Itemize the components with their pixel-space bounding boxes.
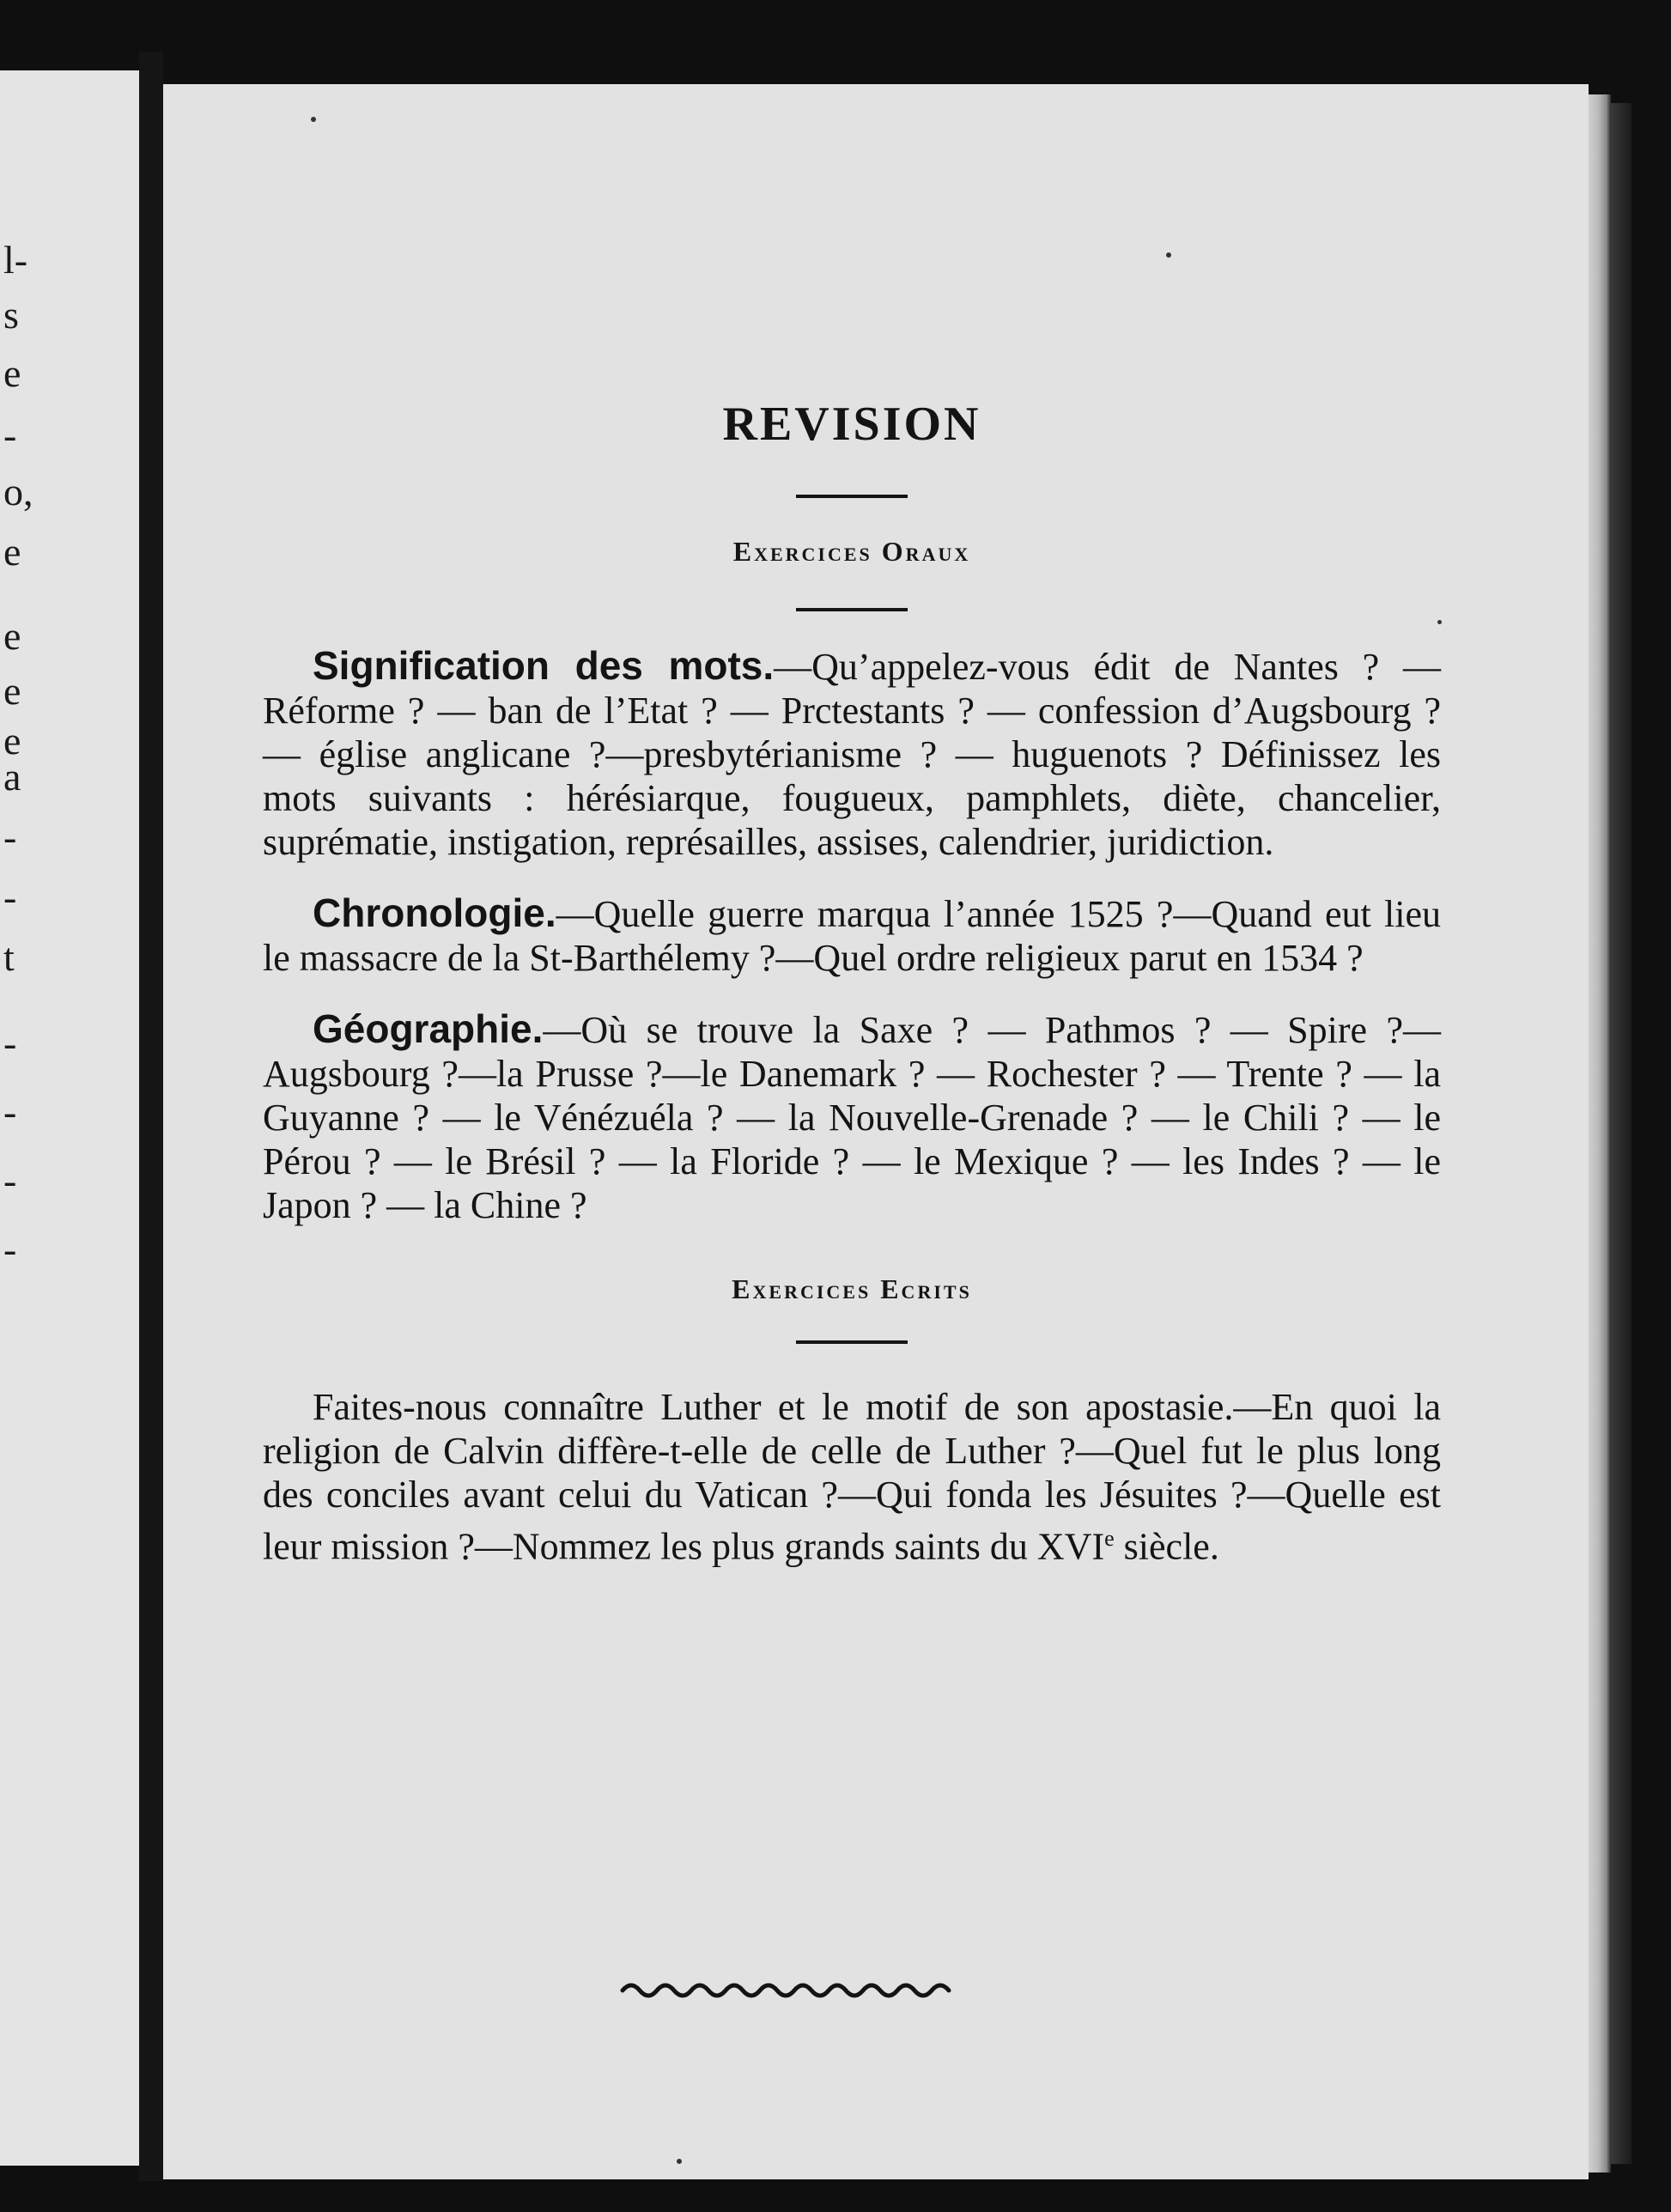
left-page-fragment: - bbox=[3, 1090, 17, 1133]
left-page-fragment: - bbox=[3, 1158, 17, 1202]
dust-speck bbox=[311, 117, 316, 122]
left-page-fragment: a bbox=[3, 755, 21, 799]
written-heading-rule bbox=[796, 1340, 908, 1344]
oral-exercises-heading: Exercices Oraux bbox=[732, 536, 971, 567]
written-text-end: siècle. bbox=[1114, 1525, 1219, 1568]
geographie-lead: Géographie. bbox=[313, 1006, 544, 1051]
left-page-fragment: e bbox=[3, 351, 21, 395]
written-text: Faites-nous connaître Luther et le motif de son apostasie.—En quoi la religion de Calvin diffère-t-elle de celle de Luther ?—Quel fut le plus long des conciles avant celui du Vatican ?—Qui fonda les Jésuites ?—Quelle est leur mission ?—Nommez les plus grands saints du XVI bbox=[263, 1386, 1441, 1568]
signification-paragraph bbox=[263, 644, 1441, 864]
chronologie-text: —Quelle guerre marqua l’année 1525 ?—Quand eut lieu le massacre de la St-Barthélemy ?—Quel ordre religieux parut en 1534 ? bbox=[263, 893, 1441, 979]
left-page-fragment: - bbox=[3, 875, 17, 919]
chronologie-paragraph bbox=[263, 891, 1441, 980]
page-content bbox=[263, 393, 1441, 1569]
signification-lead: Signification des mots. bbox=[313, 643, 775, 688]
left-page-text-fragments bbox=[0, 70, 139, 2166]
left-page-fragment: t bbox=[3, 935, 15, 979]
left-page-fragment: - bbox=[3, 413, 17, 457]
written-exercises-paragraph bbox=[263, 1385, 1441, 1569]
book-gutter bbox=[139, 52, 163, 2181]
geographie-paragraph bbox=[263, 1007, 1441, 1227]
left-page-fragment: e bbox=[3, 614, 21, 658]
oral-heading-rule bbox=[796, 608, 908, 611]
written-exercises-heading: Exercices Ecrits bbox=[732, 1273, 972, 1304]
left-page-fragment: - bbox=[3, 1227, 17, 1271]
century-superscript: e bbox=[1104, 1526, 1115, 1551]
left-page-fragment: l- bbox=[3, 238, 28, 282]
signification-text: —Qu’appelez-vous édit de Nantes ? — Réforme ? — ban de l’Etat ? — Prctestants ? — confession d’Augsbourg ? — église anglicane ?—presbytérianisme ? — huguenots ? Définissez les mots suivants : hérésiarque, fougueux, pamphlets, diète, chancelier, suprématie, instigation, représailles, assises, calendrier, juridiction. bbox=[263, 646, 1442, 863]
left-page-fragment: - bbox=[3, 815, 17, 859]
decorative-tilde-ornament bbox=[618, 1975, 962, 2001]
left-page-fragment: e bbox=[3, 669, 21, 713]
left-page-fragment: - bbox=[3, 1021, 17, 1065]
geographie-text: —Où se trouve la Saxe ? — Pathmos ? — Spire ?—Augsbourg ?—la Prusse ?—le Danemark ? — Rochester ? — Trente ? — la Guyanne ? — le Vénézuéla ? — la Nouvelle-Grenade ? — le Chili ? — le Pérou ? — le Brésil ? — la Floride ? — le Mexique ? — les Indes ? — le Japon ? — la Chine ? bbox=[263, 1009, 1441, 1226]
left-page-fragment: e bbox=[3, 719, 21, 763]
page-edge-dark bbox=[1611, 103, 1632, 2164]
left-page-fragment: s bbox=[3, 293, 19, 337]
left-page-fragment: o, bbox=[3, 470, 33, 514]
chronologie-lead: Chronologie. bbox=[313, 890, 556, 935]
dust-speck bbox=[1166, 252, 1171, 258]
title-rule bbox=[796, 495, 908, 498]
dust-speck bbox=[677, 2159, 682, 2164]
page-title: REVISION bbox=[722, 398, 981, 451]
page-edge-shadow bbox=[1589, 94, 1611, 2172]
right-page bbox=[163, 84, 1589, 2179]
left-page-edge bbox=[0, 70, 139, 2166]
left-page-fragment: e bbox=[3, 530, 21, 574]
